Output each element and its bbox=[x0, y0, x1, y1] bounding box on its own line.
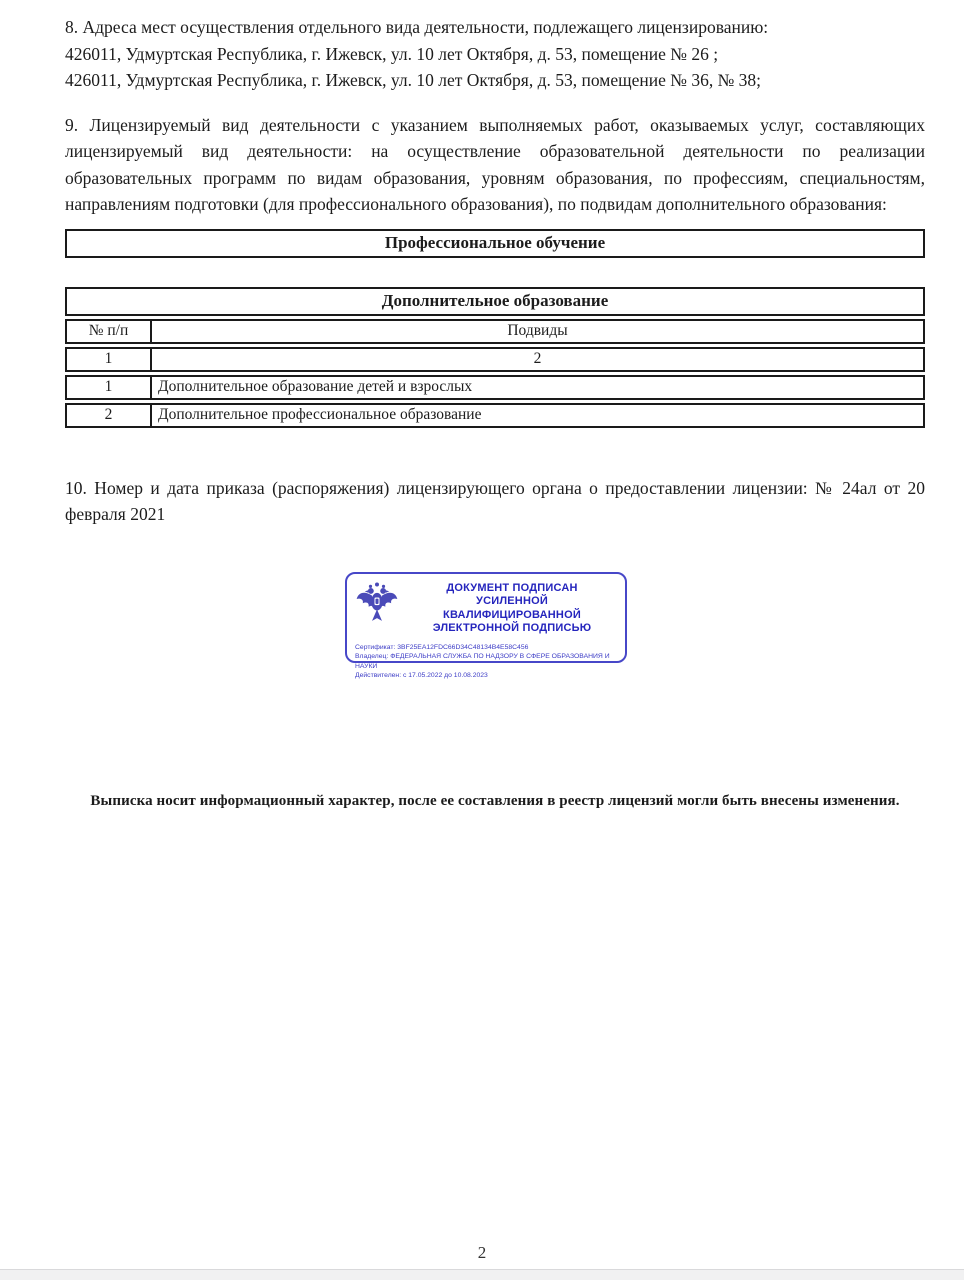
additional-education-table bbox=[65, 284, 925, 431]
table-row bbox=[65, 229, 925, 258]
page-bottom-edge bbox=[0, 1269, 964, 1280]
row-number: 2 bbox=[65, 403, 152, 428]
table-row bbox=[65, 375, 925, 400]
section-9-paragraph: 9. Лицензируемый вид деятельности с указанием выполняемых работ, оказываемых услуг, составляющих лицензируемый вид деятельности: на осуществление образовательной деятельности по реализации образовательных программ по видам образования, уровням образования, по профессиям, специальностям, направлениям подготовки (для профессионального образования), по подвидам дополнительного образования: bbox=[65, 114, 925, 214]
stamp-validity: Действителен: с 17.05.2022 до 10.08.2023 bbox=[355, 672, 488, 679]
table-numbering-row bbox=[65, 347, 925, 372]
table-row bbox=[65, 403, 925, 428]
coat-of-arms-icon bbox=[354, 580, 400, 628]
table-title-row bbox=[65, 287, 925, 316]
informational-note: Выписка носит информационный характер, после ее составления в реестр лицензий могли быть внесены изменения. bbox=[90, 792, 900, 809]
row-number: 1 bbox=[65, 375, 152, 400]
stamp-certificate: Сертификат: 3BF25EA12FDC66D34C48134B4E58C456 bbox=[355, 643, 529, 651]
stamp-title-line: ДОКУМЕНТ ПОДПИСАН bbox=[446, 581, 578, 594]
stamp-details bbox=[355, 643, 617, 681]
section-10-paragraph: 10. Номер и дата приказа (распоряжения) лицензирующего органа о предоставлении лицензии: № 24ал от 20 февраля 2021 bbox=[65, 477, 925, 524]
column-number-1: 1 bbox=[65, 347, 152, 372]
address-line-1: 426011, Удмуртская Республика, г. Ижевск, ул. 10 лет Октября, д. 53, помещение № 26 ; bbox=[65, 43, 719, 64]
column-header-number: № п/п bbox=[65, 319, 152, 344]
professional-training-table bbox=[65, 226, 925, 261]
section-8 bbox=[65, 14, 925, 94]
electronic-signature-stamp bbox=[345, 572, 627, 679]
column-header-subtypes: Подвиды bbox=[152, 319, 925, 344]
column-number-2: 2 bbox=[152, 347, 925, 372]
stamp-owner: Владелец: ФЕДЕРАЛЬНАЯ СЛУЖБА ПО НАДЗОРУ В СФЕРЕ ОБРАЗОВАНИЯ И НАУКИ bbox=[355, 653, 610, 670]
section-8-heading: 8. Адреса мест осуществления отдельного вида деятельности, подлежащего лицензированию: bbox=[65, 17, 769, 37]
address-line-2: 426011, Удмуртская Республика, г. Ижевск, ул. 10 лет Октября, д. 53, помещение № 36, № 38; bbox=[65, 70, 762, 90]
stamp-title-line: УСИЛЕННОЙ КВАЛИФИЦИРОВАННОЙ bbox=[443, 595, 581, 621]
stamp-title bbox=[407, 582, 617, 636]
row-subtype-name: Дополнительное образование детей и взрослых bbox=[152, 375, 925, 400]
professional-training-title: Профессиональное обучение bbox=[65, 229, 925, 258]
table-header-row bbox=[65, 319, 925, 344]
additional-education-title: Дополнительное образование bbox=[65, 287, 925, 316]
stamp-title-line: ЭЛЕКТРОННОЙ ПОДПИСЬЮ bbox=[432, 622, 592, 634]
page-number: 2 bbox=[477, 1243, 487, 1262]
row-subtype-name: Дополнительное профессиональное образование bbox=[152, 403, 925, 428]
